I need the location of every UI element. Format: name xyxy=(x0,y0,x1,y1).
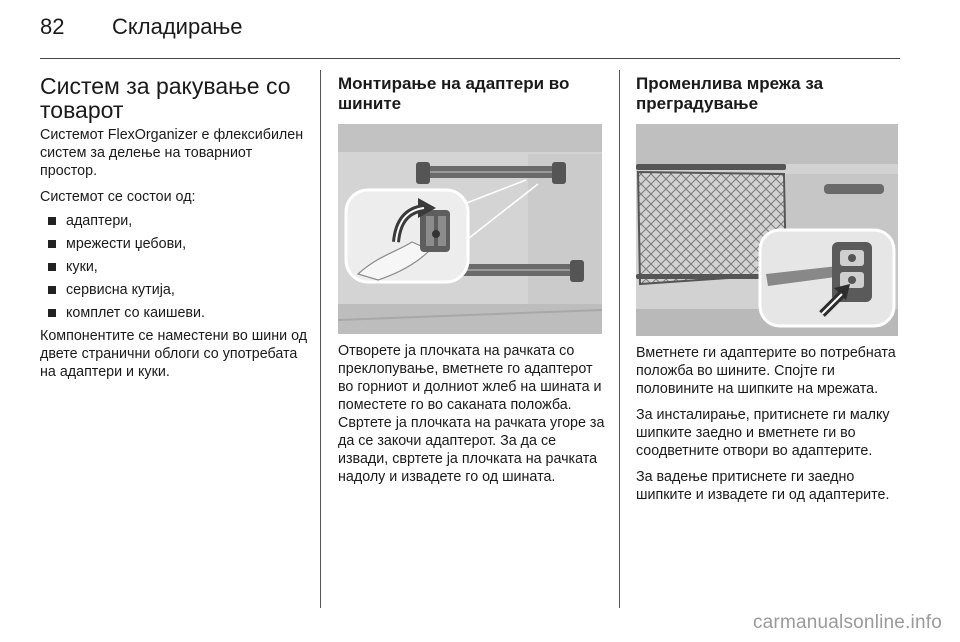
page-number: 82 xyxy=(40,14,65,39)
list-item: адаптери, xyxy=(40,212,312,230)
cargo-system-list-intro: Системот се состои од: xyxy=(40,189,196,205)
header-rule xyxy=(40,58,900,59)
section-title: Складирање xyxy=(112,14,243,39)
column-divider-2 xyxy=(619,70,620,608)
cargo-system-intro: Системот FlexOrganizer е флексибилен систем за делење на товарниот простор. xyxy=(40,127,304,179)
partition-net-illustration xyxy=(636,124,898,336)
column-cargo-system xyxy=(40,74,312,381)
adapter-detail-inset xyxy=(346,190,468,282)
partition-net-heading: Променлива мрежа за преградување xyxy=(636,74,824,113)
list-item: сервисна кутија, xyxy=(40,281,312,299)
partition-net-p1: Вметнете ги адаптерите во потребната положба во шините. Спојте ги половините на шипките на мрежата. xyxy=(636,345,896,397)
adapter-mounting-heading: Монтирање на адаптери во шините xyxy=(338,74,570,113)
column-divider-1 xyxy=(320,70,321,608)
list-item: комплет со каишеви. xyxy=(40,304,312,322)
adapter-rail-illustration xyxy=(338,124,602,334)
net-adapter-detail-inset xyxy=(760,230,894,326)
column-adapter-mounting xyxy=(338,74,606,486)
watermark: carmanualsonline.info xyxy=(752,612,942,633)
partition-net-p2: За инсталирање, притиснете ги малку шипките заедно и вметнете ги во соодветните отвори во адаптерите. xyxy=(636,407,890,459)
list-item: куки, xyxy=(40,258,312,276)
list-item: мрежести џебови, xyxy=(40,235,312,253)
cargo-system-outro: Компонентите се наместени во шини од двете странични облоги со употребата на адаптери и куки. xyxy=(40,328,308,380)
adapter-mounting-body: Отворете ја плочката на рачката со преклопување, вметнете го адаптерот во горниот и долниот жлеб на шината и поместете го во саканата положба. Свртете ја плочката на рачката угоре за да се закочи адаптерот. За да се извади, свртете ја плочката на рачката надолу и извадете го од шината. xyxy=(338,343,605,485)
partition-net-p3: За вадење притиснете ги заедно шипките и извадете ги од адаптерите. xyxy=(636,469,890,503)
cargo-system-heading: Систем за ракување со товарот xyxy=(40,73,291,123)
column-partition-net xyxy=(636,74,898,504)
component-list xyxy=(40,212,312,322)
